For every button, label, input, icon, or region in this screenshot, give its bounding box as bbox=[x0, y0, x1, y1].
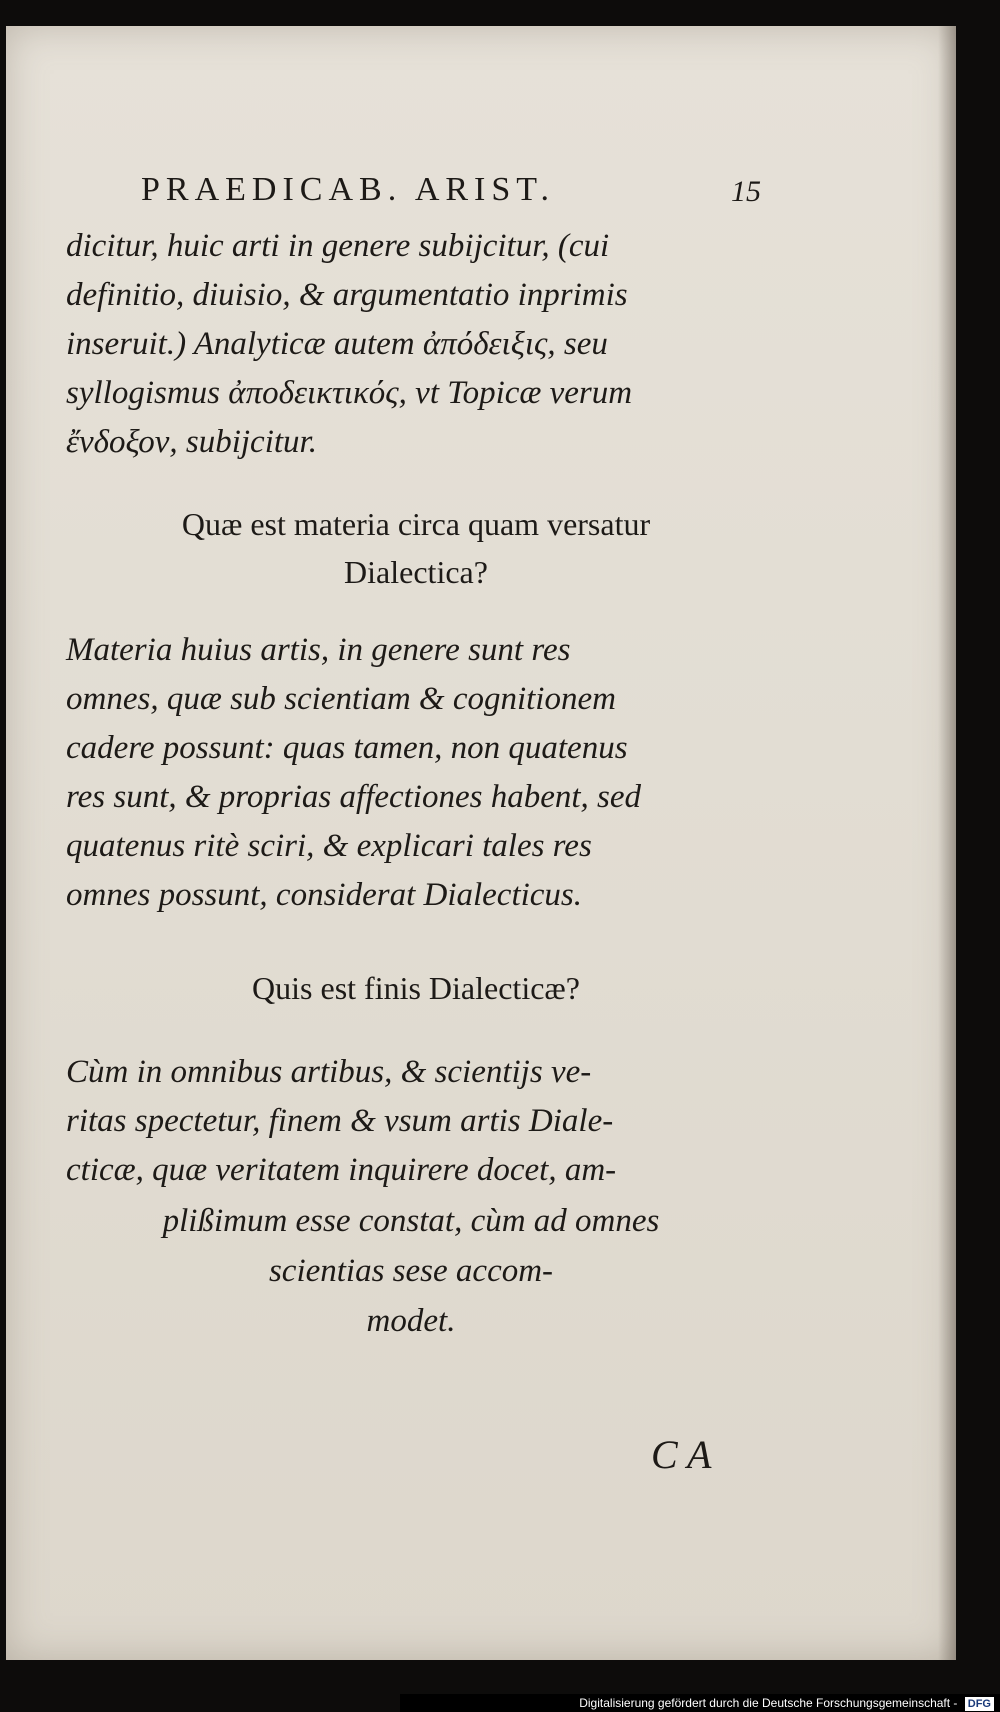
digitization-footer bbox=[400, 1694, 1000, 1712]
text-line: Dialectica? bbox=[344, 554, 488, 590]
text-line: quatenus ritè sciri, & explicari tales res bbox=[66, 828, 592, 864]
text-line: Quis est finis Dialecticæ? bbox=[252, 970, 580, 1006]
text-line: dicitur, huic arti in genere subijcitur, (cui bbox=[66, 228, 610, 264]
signature-mark: C A bbox=[651, 1432, 712, 1477]
paragraph-3-tail bbox=[66, 1196, 756, 1346]
dfg-logo: DFG bbox=[965, 1697, 994, 1711]
text-line: Materia huius artis, in genere sunt res bbox=[66, 632, 571, 668]
text-line: definitio, diuisio, & argumentatio inprimis bbox=[66, 277, 628, 313]
book-page bbox=[6, 26, 956, 1660]
question-heading-1 bbox=[126, 500, 706, 596]
page-number: 15 bbox=[731, 175, 761, 208]
text-line: inseruit.) Analyticæ autem ἀπόδειξις, seu bbox=[66, 326, 608, 362]
running-title: PRAEDICAB. ARIST. bbox=[141, 171, 556, 208]
text-line: plißimum esse constat, cùm ad omnes bbox=[162, 1203, 660, 1239]
text-line: ritas spectetur, finem & vsum artis Diale- bbox=[66, 1103, 614, 1139]
paragraph-1 bbox=[66, 222, 756, 467]
text-line: ἔνδοξον, subijcitur. bbox=[66, 424, 317, 460]
paragraph-2 bbox=[66, 626, 756, 920]
running-header bbox=[141, 171, 761, 209]
text-line: omnes, quæ sub scientiam & cognitionem bbox=[66, 681, 616, 717]
text-line: scientias sese accom- bbox=[268, 1253, 554, 1289]
text-line: modet. bbox=[366, 1303, 456, 1339]
text-line: res sunt, & proprias affectiones habent, sed bbox=[66, 779, 642, 815]
paragraph-3 bbox=[66, 1048, 756, 1195]
text-line: omnes possunt, considerat Dialecticus. bbox=[66, 877, 583, 913]
question-heading-2 bbox=[126, 964, 706, 1012]
text-line: Cùm in omnibus artibus, & scientijs ve- bbox=[66, 1054, 592, 1090]
footer-text: Digitalisierung gefördert durch die Deutsche Forschungsgemeinschaft - bbox=[579, 1696, 958, 1710]
text-line: syllogismus ἀποδεικτικός, vt Topicæ verum bbox=[66, 375, 633, 411]
text-line: cticæ, quæ veritatem inquirere docet, am- bbox=[66, 1152, 617, 1188]
text-line: cadere possunt: quas tamen, non quatenus bbox=[66, 730, 628, 766]
text-line: Quæ est materia circa quam versatur bbox=[181, 506, 651, 542]
